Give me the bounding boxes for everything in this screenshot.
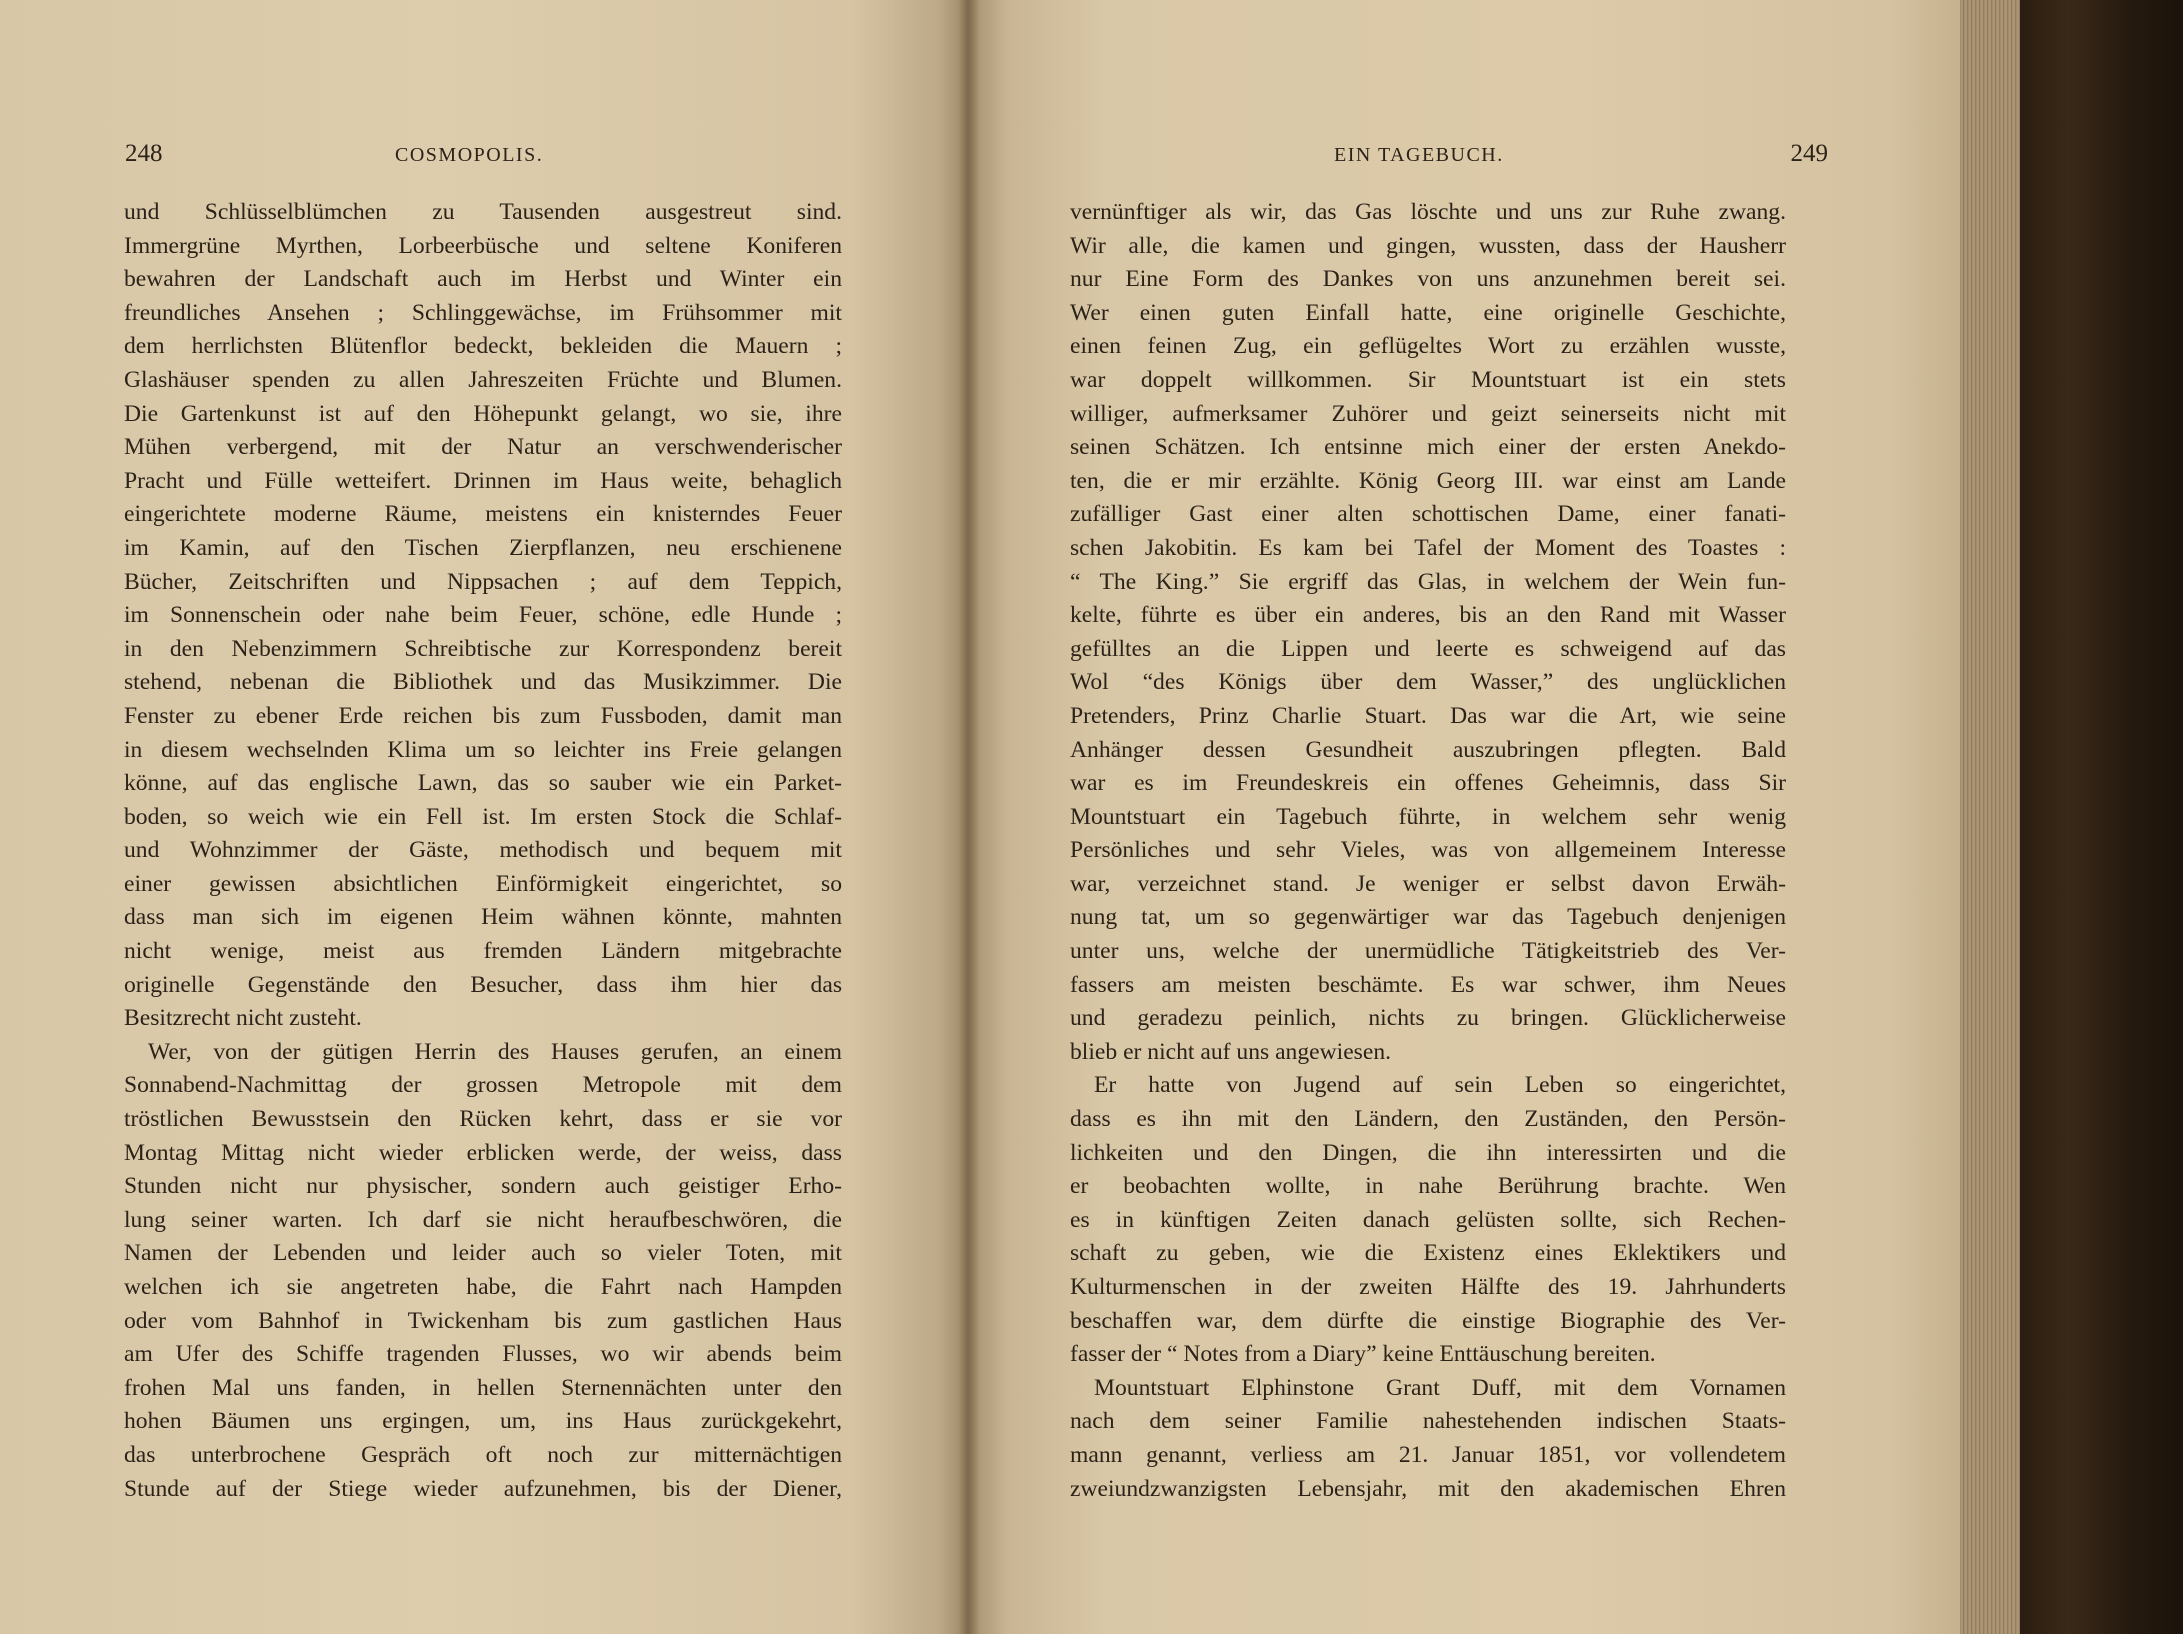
text-line: gefülltes an die Lippen und leerte es schweigend auf das — [1070, 635, 1786, 662]
text-line: Kulturmenschen in der zweiten Hälfte des 19. Jahrhunderts — [1070, 1274, 1786, 1300]
text-line: nicht wenige, meist aus fremden Ländern mitgebrachte — [124, 938, 842, 965]
text-line: mann genannt, verliess am 21. Januar 1851, vor vollendetem — [1070, 1441, 1786, 1468]
text-line: zweiundzwanzigsten Lebensjahr, mit den akademischen Ehren — [1070, 1475, 1786, 1502]
text-line: Wer, von der gütigen Herrin des Hauses gerufen, an einem — [148, 1038, 842, 1065]
text-line: frohen Mal uns fanden, in hellen Sternennächten unter den — [124, 1374, 842, 1401]
text-line: Stunden nicht nur physischer, sondern auch geistiger Erho- — [124, 1173, 842, 1200]
text-line: ten, die er mir erzählte. König Georg III. war einst am Lande — [1070, 467, 1786, 494]
text-line: eingerichtete moderne Räume, meistens ein knisterndes Feuer — [124, 501, 842, 528]
text-line: fassers am meisten beschämte. Es war schwer, ihm Neues — [1070, 971, 1786, 998]
text-line: dem herrlichsten Blütenflor bedeckt, bekleiden die Mauern ; — [124, 333, 842, 360]
page-number-right: 249 — [1790, 140, 1828, 167]
text-line: Mountstuart ein Tagebuch führte, in welchem sehr wenig — [1070, 803, 1786, 830]
text-line: dass man sich im eigenen Heim wähnen könnte, mahnten — [124, 904, 842, 931]
text-line: in diesem wechselnden Klima um so leichter ins Freie gelangen — [124, 736, 842, 763]
text-line: freundliches Ansehen ; Schlinggewächse, im Frühsommer mit — [124, 299, 842, 326]
text-line: und Wohnzimmer der Gäste, methodisch und bequem mit — [124, 837, 842, 864]
text-line: stehend, nebenan die Bibliothek und das Musikzimmer. Die — [124, 669, 842, 696]
text-line: Pretenders, Prinz Charlie Stuart. Das war die Art, wie seine — [1070, 702, 1786, 729]
text-line: Pracht und Fülle wetteifert. Drinnen im Haus weite, behaglich — [124, 467, 842, 494]
running-head-right: EIN TAGEBUCH. — [1334, 144, 1504, 166]
text-line: Wol “des Königs über dem Wasser,” des unglücklichen — [1070, 669, 1786, 696]
text-line: seinen Schätzen. Ich entsinne mich einer der ersten Anekdo- — [1070, 434, 1786, 461]
text-line: am Ufer des Schiffe tragenden Flusses, wo wir abends beim — [124, 1341, 842, 1368]
text-line: welchen ich sie angetreten habe, die Fahrt nach Hampden — [124, 1274, 842, 1300]
text-line: Fenster zu ebener Erde reichen bis zum Fussboden, damit man — [124, 702, 842, 729]
text-line: Montag Mittag nicht wieder erblicken werde, der weiss, dass — [124, 1139, 842, 1166]
left-page — [0, 0, 968, 1634]
text-line: Persönliches und sehr Vieles, was von allgemeinem Interesse — [1070, 837, 1786, 864]
text-line: unter uns, welche der unermüdliche Tätigkeitstrieb des Ver- — [1070, 938, 1786, 965]
text-line: und geradezu peinlich, nichts zu bringen. Glücklicherweise — [1070, 1005, 1786, 1032]
text-line: Stunde auf der Stiege wieder aufzunehmen, bis der Diener, — [124, 1475, 842, 1502]
running-head-left: COSMOPOLIS. — [395, 144, 544, 166]
text-line: vernünftiger als wir, das Gas löschte und uns zur Ruhe zwang. — [1070, 199, 1786, 225]
text-line: boden, so weich wie ein Fell ist. Im ersten Stock die Schlaf- — [124, 803, 842, 830]
text-line: originelle Gegenstände den Besucher, dass ihm hier das — [124, 971, 842, 998]
right-page-text — [1070, 196, 1786, 1506]
text-line: nur Eine Form des Dankes von uns anzunehmen bereit sei. — [1070, 266, 1786, 293]
text-line: beschaffen war, dem dürfte die einstige Biographie des Ver- — [1070, 1307, 1786, 1334]
book-gutter — [958, 0, 980, 1634]
page-edges — [1960, 0, 2020, 1634]
text-line: und Schlüsselblümchen zu Tausenden ausgestreut sind. — [124, 199, 842, 225]
text-line: das unterbrochene Gespräch oft noch zur mitternächtigen — [124, 1441, 842, 1468]
text-line: war, verzeichnet stand. Je weniger er selbst davon Erwäh- — [1070, 870, 1786, 897]
text-line: Besitzrecht nicht zusteht. — [124, 1005, 362, 1032]
text-line: bewahren der Landschaft auch im Herbst und Winter ein — [124, 266, 842, 293]
text-line: Namen der Lebenden und leider auch so vieler Toten, mit — [124, 1240, 842, 1267]
text-line: “ The King.” Sie ergriff das Glas, in welchem der Wein fun- — [1070, 568, 1786, 595]
text-line: Die Gartenkunst ist auf den Höhepunkt gelangt, wo sie, ihre — [124, 400, 842, 427]
text-line: blieb er nicht auf uns angewiesen. — [1070, 1038, 1392, 1065]
text-line: hohen Bäumen uns ergingen, um, ins Haus zurückgekehrt, — [124, 1408, 842, 1435]
text-line: kelte, führte es über ein anderes, bis an den Rand mit Wasser — [1070, 602, 1786, 629]
book-cover-edge — [2020, 0, 2183, 1634]
text-line: im Kamin, auf den Tischen Zierpflanzen, neu erschienene — [124, 534, 842, 561]
text-line: einen feinen Zug, ein geflügeltes Wort zu erzählen wusste, — [1070, 333, 1786, 360]
text-line: Wer einen guten Einfall hatte, eine originelle Geschichte, — [1070, 299, 1786, 326]
right-page — [968, 0, 1968, 1634]
text-line: Anhänger dessen Gesundheit auszubringen pflegten. Bald — [1070, 736, 1786, 763]
text-line: lichkeiten und den Dingen, die ihn interessirten und die — [1070, 1139, 1786, 1166]
text-line: nach dem seiner Familie nahestehenden indischen Staats- — [1070, 1408, 1786, 1435]
text-line: oder vom Bahnhof in Twickenham bis zum gastlichen Haus — [124, 1307, 842, 1334]
page-number-left: 248 — [125, 140, 163, 167]
text-line: Immergrüne Myrthen, Lorbeerbüsche und seltene Koniferen — [124, 232, 842, 259]
text-line: Mühen verbergend, mit der Natur an verschwenderischer — [124, 434, 842, 461]
left-page-text — [124, 196, 842, 1506]
text-line: Mountstuart Elphinstone Grant Duff, mit dem Vornamen — [1094, 1374, 1786, 1401]
text-line: lung seiner warten. Ich darf sie nicht heraufbeschwören, die — [124, 1206, 842, 1233]
text-line: williger, aufmerksamer Zuhörer und geizt seinerseits nicht mit — [1070, 400, 1786, 427]
text-line: Glashäuser spenden zu allen Jahreszeiten Früchte und Blumen. — [124, 366, 842, 393]
text-line: schen Jakobitin. Es kam bei Tafel der Moment des Toastes : — [1070, 534, 1786, 561]
text-line: in den Nebenzimmern Schreibtische zur Korrespondenz bereit — [124, 635, 842, 662]
text-line: einer gewissen absichtlichen Einförmigkeit eingerichtet, so — [124, 870, 842, 897]
text-line: nung tat, um so gegenwärtiger war das Tagebuch denjenigen — [1070, 904, 1786, 931]
text-line: war doppelt willkommen. Sir Mountstuart ist ein stets — [1070, 366, 1786, 393]
text-line: Bücher, Zeitschriften und Nippsachen ; auf dem Teppich, — [124, 568, 842, 595]
text-line: schaft zu geben, wie die Existenz eines Eklektikers und — [1070, 1240, 1786, 1267]
text-line: fasser der “ Notes from a Diary” keine Enttäuschung bereiten. — [1070, 1341, 1656, 1368]
text-line: im Sonnenschein oder nahe beim Feuer, schöne, edle Hunde ; — [124, 602, 842, 629]
text-line: könne, auf das englische Lawn, das so sauber wie ein Parket- — [124, 770, 842, 797]
text-line: es in künftigen Zeiten danach gelüsten sollte, sich Rechen- — [1070, 1206, 1786, 1233]
text-line: er beobachten wollte, in nahe Berührung brachte. Wen — [1070, 1173, 1786, 1200]
text-line: tröstlichen Bewusstsein den Rücken kehrt, dass er sie vor — [124, 1106, 842, 1133]
text-line: Wir alle, die kamen und gingen, wussten, dass der Hausherr — [1070, 232, 1786, 259]
text-line: war es im Freundeskreis ein offenes Geheimnis, dass Sir — [1070, 770, 1786, 797]
text-line: Sonnabend-Nachmittag der grossen Metropole mit dem — [124, 1072, 842, 1099]
text-line: Er hatte von Jugend auf sein Leben so eingerichtet, — [1094, 1072, 1786, 1099]
text-line: dass es ihn mit den Ländern, den Zuständen, den Persön- — [1070, 1106, 1786, 1133]
text-line: zufälliger Gast einer alten schottischen Dame, einer fanati- — [1070, 501, 1786, 528]
